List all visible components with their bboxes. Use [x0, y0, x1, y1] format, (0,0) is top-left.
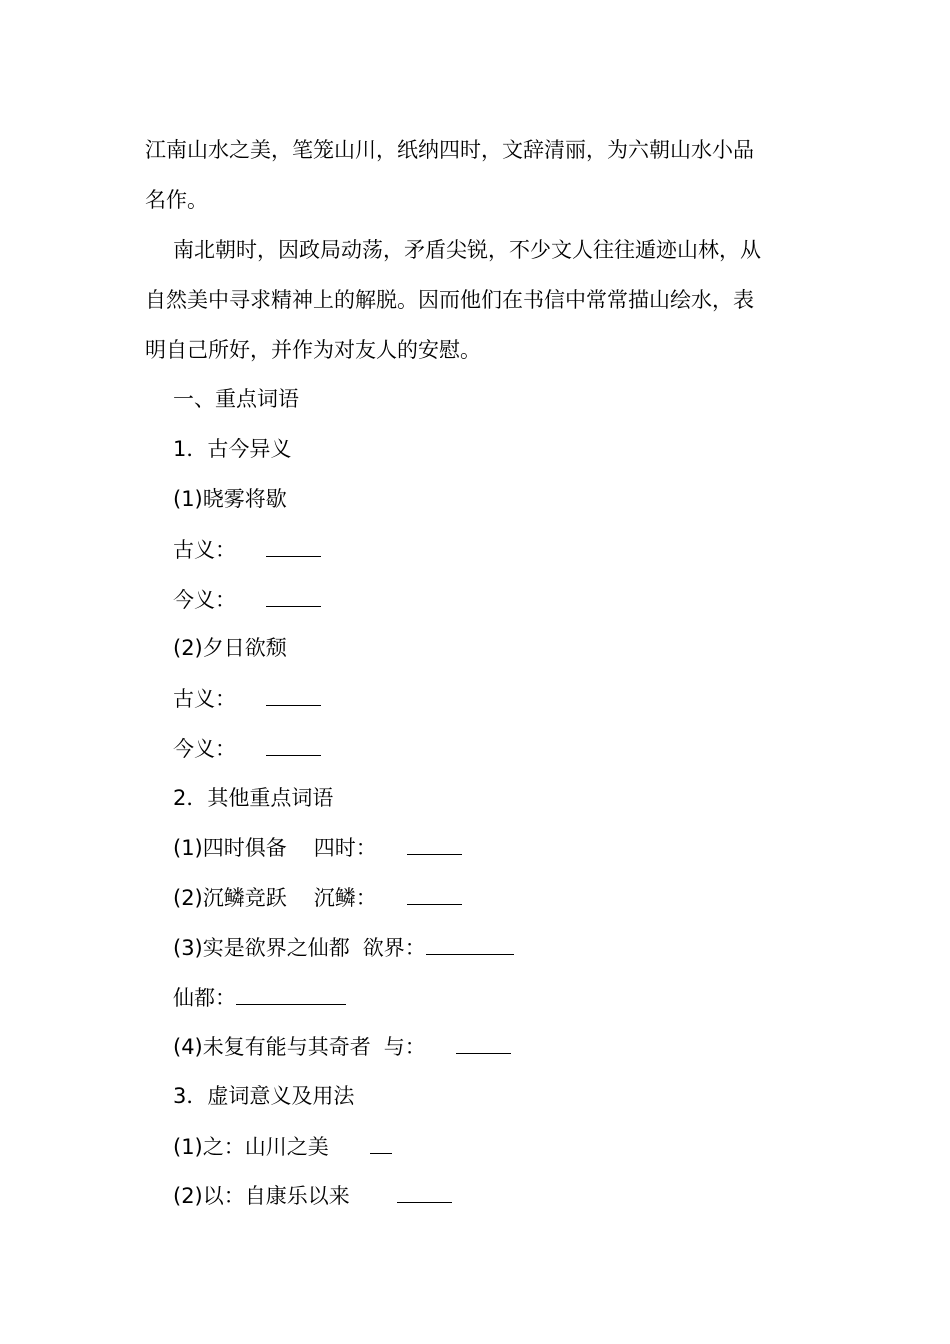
background-paragraph-line: 自然美中寻求精神上的解脱。因而他们在书信中常常描山绘水，表: [145, 288, 754, 312]
intro-paragraph-line: 江南山水之美，笔笼山川，纸纳四时，文辞清丽，为六朝山水小品: [145, 138, 754, 162]
answer-blank[interactable]: [266, 534, 321, 557]
answer-blank[interactable]: [266, 733, 321, 756]
exercise-phrase: (2)夕日欲颓: [173, 636, 287, 660]
answer-blank[interactable]: [266, 584, 321, 607]
exercise-phrase: (3)实是欲界之仙都: [173, 936, 350, 960]
answer-blank[interactable]: [266, 683, 321, 706]
answer-line: [173, 584, 321, 615]
answer-label: 仙都：: [173, 986, 236, 1010]
answer-line: [173, 882, 462, 913]
subsection-heading: 1．古今异义: [173, 437, 292, 461]
answer-blank[interactable]: [236, 982, 346, 1005]
exercise-phrase: (2)以：自康乐以来: [173, 1184, 350, 1208]
answer-blank[interactable]: [370, 1131, 392, 1154]
exercise-phrase: (4)未复有能与其奇者: [173, 1035, 371, 1059]
answer-label: 欲界：: [362, 936, 426, 960]
answer-label: 今义：: [173, 588, 236, 612]
answer-line: [173, 982, 346, 1013]
answer-label: 今义：: [173, 737, 236, 761]
exercise-phrase: (1)之：山川之美: [173, 1135, 329, 1159]
answer-line: [173, 534, 321, 565]
answer-line: [173, 1180, 452, 1211]
answer-line: [173, 733, 321, 764]
exercise-phrase: (2)沉鳞竞跃: [173, 886, 287, 910]
answer-line: [173, 683, 321, 714]
answer-blank[interactable]: [456, 1031, 511, 1054]
answer-blank[interactable]: [397, 1180, 452, 1203]
section-heading: 一、重点词语: [173, 387, 299, 411]
answer-blank[interactable]: [407, 882, 462, 905]
answer-label: 沉鳞：: [313, 886, 377, 910]
answer-line: [173, 832, 462, 863]
answer-label: 与：: [383, 1035, 426, 1059]
answer-line: [173, 932, 514, 963]
exercise-phrase: (1)四时俱备: [173, 836, 287, 860]
answer-line: [173, 1031, 511, 1062]
answer-label: 古义：: [173, 687, 236, 711]
answer-blank[interactable]: [407, 832, 462, 855]
subsection-heading: 3．虚词意义及用法: [173, 1084, 355, 1108]
subsection-heading: 2．其他重点词语: [173, 786, 334, 810]
answer-label: 四时：: [313, 836, 377, 860]
answer-blank[interactable]: [426, 932, 514, 955]
answer-label: 古义：: [173, 538, 236, 562]
intro-paragraph-line: 名作。: [145, 188, 208, 212]
background-paragraph-line: 南北朝时，因政局动荡，矛盾尖锐，不少文人往往遁迹山林，从: [173, 238, 761, 262]
exercise-phrase: (1)晓雾将歇: [173, 487, 287, 511]
background-paragraph-line: 明自己所好，并作为对友人的安慰。: [145, 338, 481, 362]
answer-line: [173, 1131, 392, 1162]
